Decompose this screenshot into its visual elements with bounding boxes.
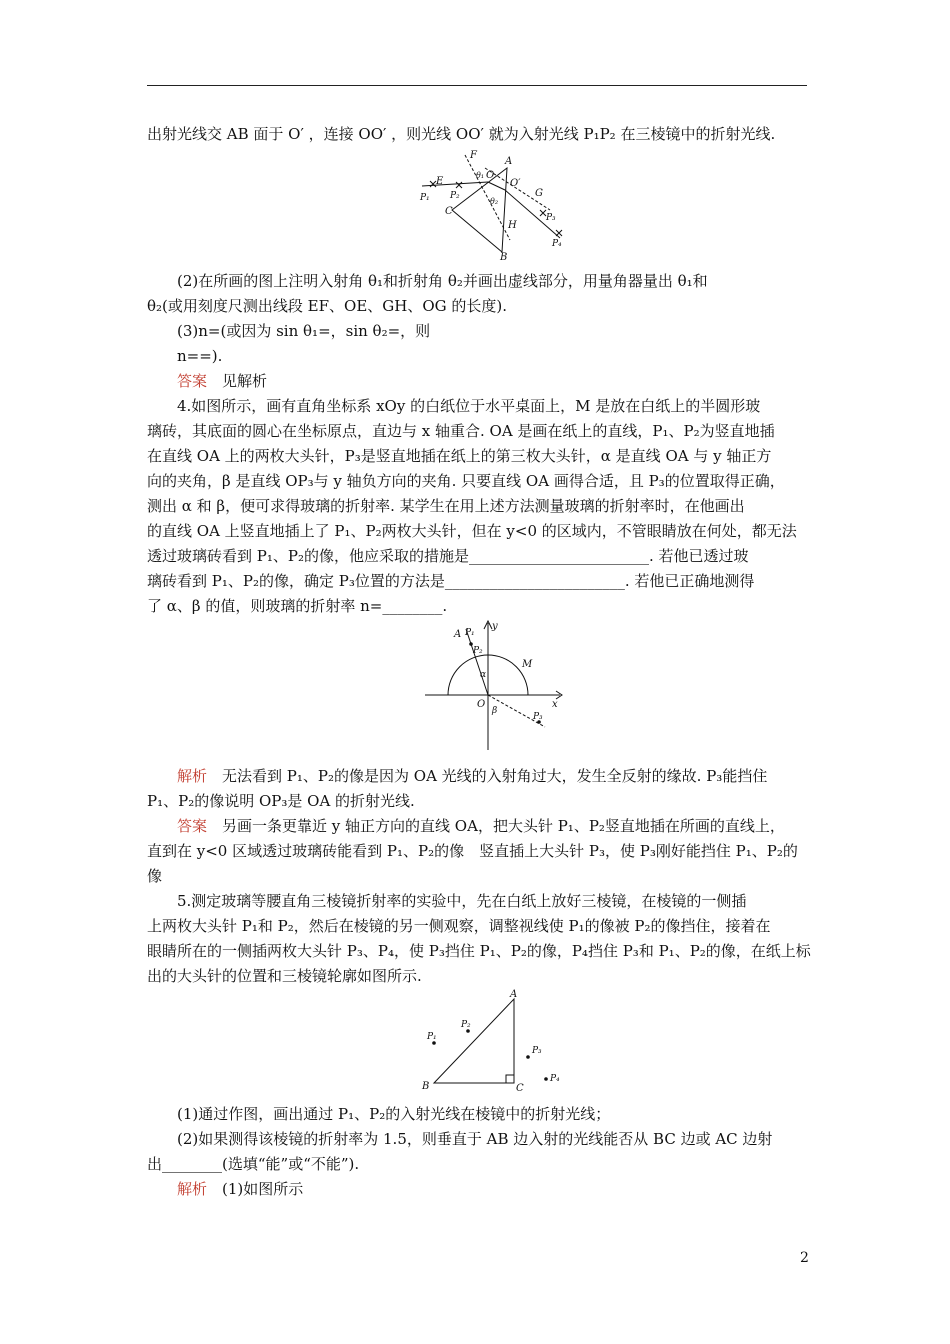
text-line: 4.如图所示，画有直角坐标系 xOy 的白纸位于水平桌面上，M 是放在白纸上的半圆形玻: [177, 397, 761, 415]
line-OA: [466, 629, 488, 695]
text-line: 直到在 y<0 区域透过玻璃砖能看到 P₁、P₂的像 竖直插上大头针 P₃，使 P₃刚好能挡住 P₁、P₂的: [147, 842, 798, 860]
label-alpha: α: [480, 670, 487, 680]
label-B: B: [500, 252, 508, 262]
text-line: 璃砖看到 P₁、P₂的像，确定 P₃位置的方法是________________________. 若他已正确地测得: [147, 572, 755, 590]
label-P3: P₃: [546, 213, 556, 223]
text-line: θ₂(或用刻度尺测出线段 EF、OE、GH、OG 的长度).: [147, 297, 508, 315]
label-O-prime: O′: [510, 178, 521, 189]
label-theta2: θ₂: [490, 197, 499, 206]
label-x: x: [552, 699, 558, 710]
text-line: 了 α、β 的值，则玻璃的折射率 n=________.: [147, 597, 448, 615]
label-beta: β: [492, 706, 498, 716]
text-line: P₁、P₂的像说明 OP₃是 OA 的折射光线.: [147, 792, 415, 810]
page-number: 2: [800, 1250, 809, 1266]
text-line: 眼睛所在的一侧插两枚大头针 P₃、P₄，使 P₃挡住 P₁、P₂的像，P₄挡住 P₃和 P₁、P₂的像，在纸上标: [147, 942, 811, 960]
label-B: B: [422, 1081, 430, 1092]
text-line: 向的夹角，β 是直线 OP₃与 y 轴负方向的夹角. 只要直线 OA 画得合适，且 P₃的位置取得正确，: [147, 472, 785, 490]
label-P4: P₄: [552, 239, 562, 249]
analysis-line: 解析 无法看到 P₁、P₂的像是因为 OA 光线的入射角过大，发生全反射的缘故. P₃能挡住: [177, 767, 768, 785]
label-theta1: θ₁: [476, 171, 485, 180]
text-line: 透过玻璃砖看到 P₁、P₂的像，他应采取的措施是________________________. 若他已透过玻: [147, 547, 749, 565]
text-line: 璃砖，其底面的圆心在坐标原点，直边与 x 轴重合. OA 是画在纸上的直线，P₁、P₂为竖直地插: [147, 422, 775, 440]
label-P4: P₄: [550, 1074, 560, 1084]
label-P2: P₂: [473, 646, 483, 656]
prism-ray-figure: [410, 150, 580, 262]
label-O: O: [486, 170, 495, 181]
label-A: A: [505, 156, 513, 167]
text-line: 上两枚大头针 P₁和 P₂，然后在棱镜的另一侧观察，调整视线使 P₁的像被 P₂的像挡住，接着在: [147, 917, 771, 935]
analysis-label: 解析: [177, 767, 208, 785]
text-line: 出的大头针的位置和三棱镜轮廓如图所示.: [147, 967, 422, 985]
analysis-label: 解析: [177, 1180, 208, 1198]
right-prism-figure: [418, 985, 578, 1095]
label-y: y: [492, 621, 498, 632]
text-line: 出射光线交 AB 面于 O′ ，连接 OO′ ，则光线 OO′ 就为入射光线 P₁P₂ 在三棱镜中的折射光线.: [147, 125, 776, 143]
text-line: 的直线 OA 上竖直地插上了 P₁、P₂两枚大头针，但在 y<0 的区域内，不管眼睛放在何处，都无法: [147, 522, 797, 540]
label-P2: P₂: [461, 1020, 471, 1030]
text-line: 在直线 OA 上的两枚大头针，P₃是竖直地插在纸上的第三枚大头针，α 是直线 OA 与 y 轴正方: [147, 447, 772, 465]
label-G: G: [535, 188, 543, 199]
answer-label: 答案: [177, 372, 208, 390]
label-P1: P₁: [427, 1032, 437, 1042]
label-E: E: [436, 176, 444, 187]
label-P2: P₂: [450, 191, 460, 201]
label-A: A: [454, 629, 462, 640]
right-angle-mark: [506, 1075, 514, 1083]
semicircle-glass-figure: [420, 615, 570, 755]
label-F: F: [470, 150, 477, 161]
pin-P4: [544, 1077, 548, 1081]
text-line: (2)如果测得该棱镜的折射率为 1.5，则垂直于 AB 边入射的光线能否从 BC 边或 AC 边射: [177, 1130, 773, 1148]
prism-outline: [434, 999, 514, 1083]
label-P3: P₃: [533, 712, 543, 722]
normal-line-1: [465, 155, 513, 240]
text-line: 测出 α 和 β，便可求得玻璃的折射率. 某学生在用上述方法测量玻璃的折射率时，在他画出: [147, 497, 745, 515]
pin-P3: [526, 1055, 530, 1059]
refracted-ray: [488, 182, 505, 190]
label-C: C: [516, 1083, 524, 1094]
text-line: (2)在所画的图上注明入射角 θ₁和折射角 θ₂并画出虚线部分，用量角器量出 θ₁和: [177, 272, 708, 290]
label-P1: P₁: [420, 193, 430, 203]
label-M: M: [522, 659, 533, 670]
text-line: 出________(选填“能”或“不能”).: [147, 1155, 360, 1173]
answer-label: 答案: [177, 817, 208, 835]
text-line: (3)n=(或因为 sin θ₁=，sin θ₂=，则: [177, 322, 431, 340]
label-A: A: [510, 989, 518, 1000]
answer-text: 见解析: [222, 372, 268, 390]
label-C: C: [445, 206, 453, 217]
answer-line: [177, 371, 267, 391]
answer-line: 答案 另画一条更靠近 y 轴正方向的直线 OA，把大头针 P₁、P₂竖直地插在所画的直线上，: [177, 817, 785, 835]
label-H: H: [508, 220, 517, 231]
label-O: O: [477, 699, 486, 710]
text-line: 5.测定玻璃等腰直角三棱镜折射率的实验中，先在白纸上放好三棱镜，在棱镜的一侧插: [177, 892, 747, 910]
text-line: 像: [147, 867, 163, 885]
label-P3: P₃: [532, 1046, 542, 1056]
text-line: n==).: [177, 347, 223, 365]
analysis-line: 解析 (1)如图所示: [177, 1180, 304, 1198]
prism-outline: [452, 168, 507, 252]
text-line: (1)通过作图，画出通过 P₁、P₂的入射光线在棱镜中的折射光线；: [177, 1105, 611, 1123]
header-rule: [147, 85, 807, 86]
label-P1: P₁: [465, 628, 475, 638]
